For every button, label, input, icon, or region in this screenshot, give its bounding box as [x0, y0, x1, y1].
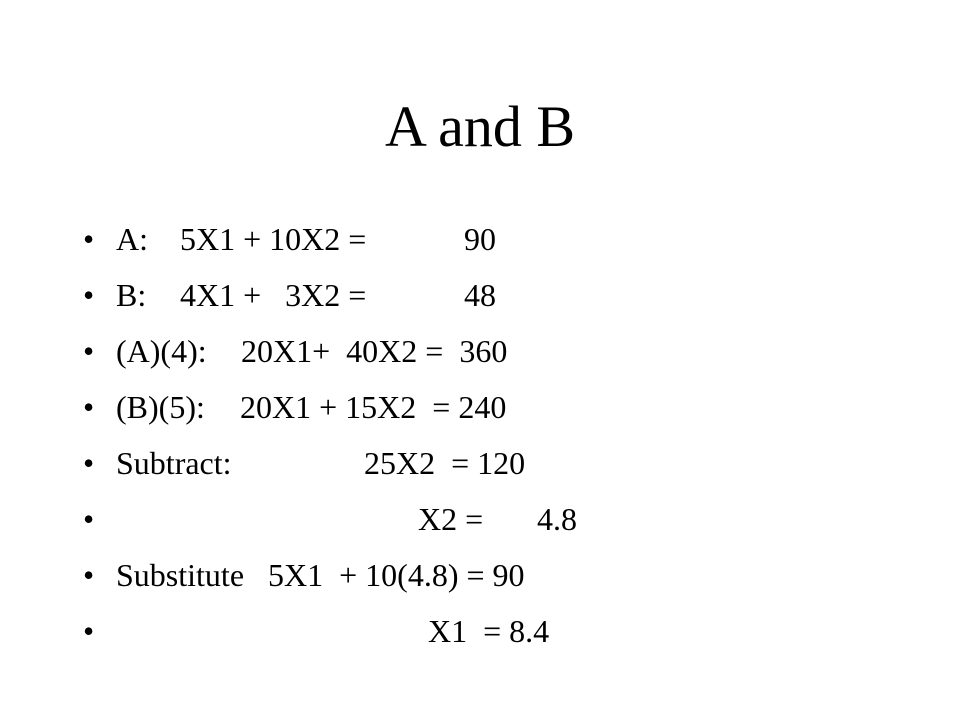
equation-label: B: — [116, 277, 147, 313]
list-item — [0, 443, 960, 483]
equation-result: 4.8 — [537, 501, 577, 537]
list-item — [0, 611, 960, 651]
equation-expression: 4X1 + 3X2 = — [180, 277, 367, 313]
equation-result: 48 — [464, 277, 496, 313]
equation-expression: 20X1+ 40X2 = 360 — [241, 333, 508, 369]
slide-title: A and B — [384, 94, 576, 159]
equation-label: Subtract: — [116, 445, 232, 481]
list-item — [0, 499, 960, 539]
equation-expression: 20X1 + 15X2 = 240 — [240, 389, 507, 425]
list-item — [0, 219, 960, 259]
equation-label: (A)(4): — [116, 333, 207, 369]
list-item — [0, 387, 960, 427]
bullet-icon: • — [83, 277, 95, 313]
equation-expression: 25X2 = 120 — [364, 445, 526, 481]
equation-label: Substitute — [116, 557, 245, 593]
list-item — [0, 555, 960, 595]
equation-expression: 5X1 + 10X2 = — [180, 221, 367, 257]
bullet-icon: • — [83, 445, 95, 481]
bullet-icon: • — [83, 501, 95, 537]
equation-label: (B)(5): — [116, 389, 205, 425]
equation-expression: X1 = 8.4 — [428, 613, 550, 649]
bullet-icon: • — [83, 389, 95, 425]
bullet-icon: • — [83, 613, 95, 649]
bullet-icon: • — [83, 333, 95, 369]
equation-expression: X2 = — [418, 501, 484, 537]
bullet-icon: • — [83, 221, 95, 257]
bullet-icon: • — [83, 557, 95, 593]
list-item — [0, 331, 960, 371]
list-item — [0, 275, 960, 315]
equation-expression: 5X1 + 10(4.8) = 90 — [268, 557, 525, 593]
equation-label: A: — [116, 221, 148, 257]
equation-result: 90 — [464, 221, 496, 257]
